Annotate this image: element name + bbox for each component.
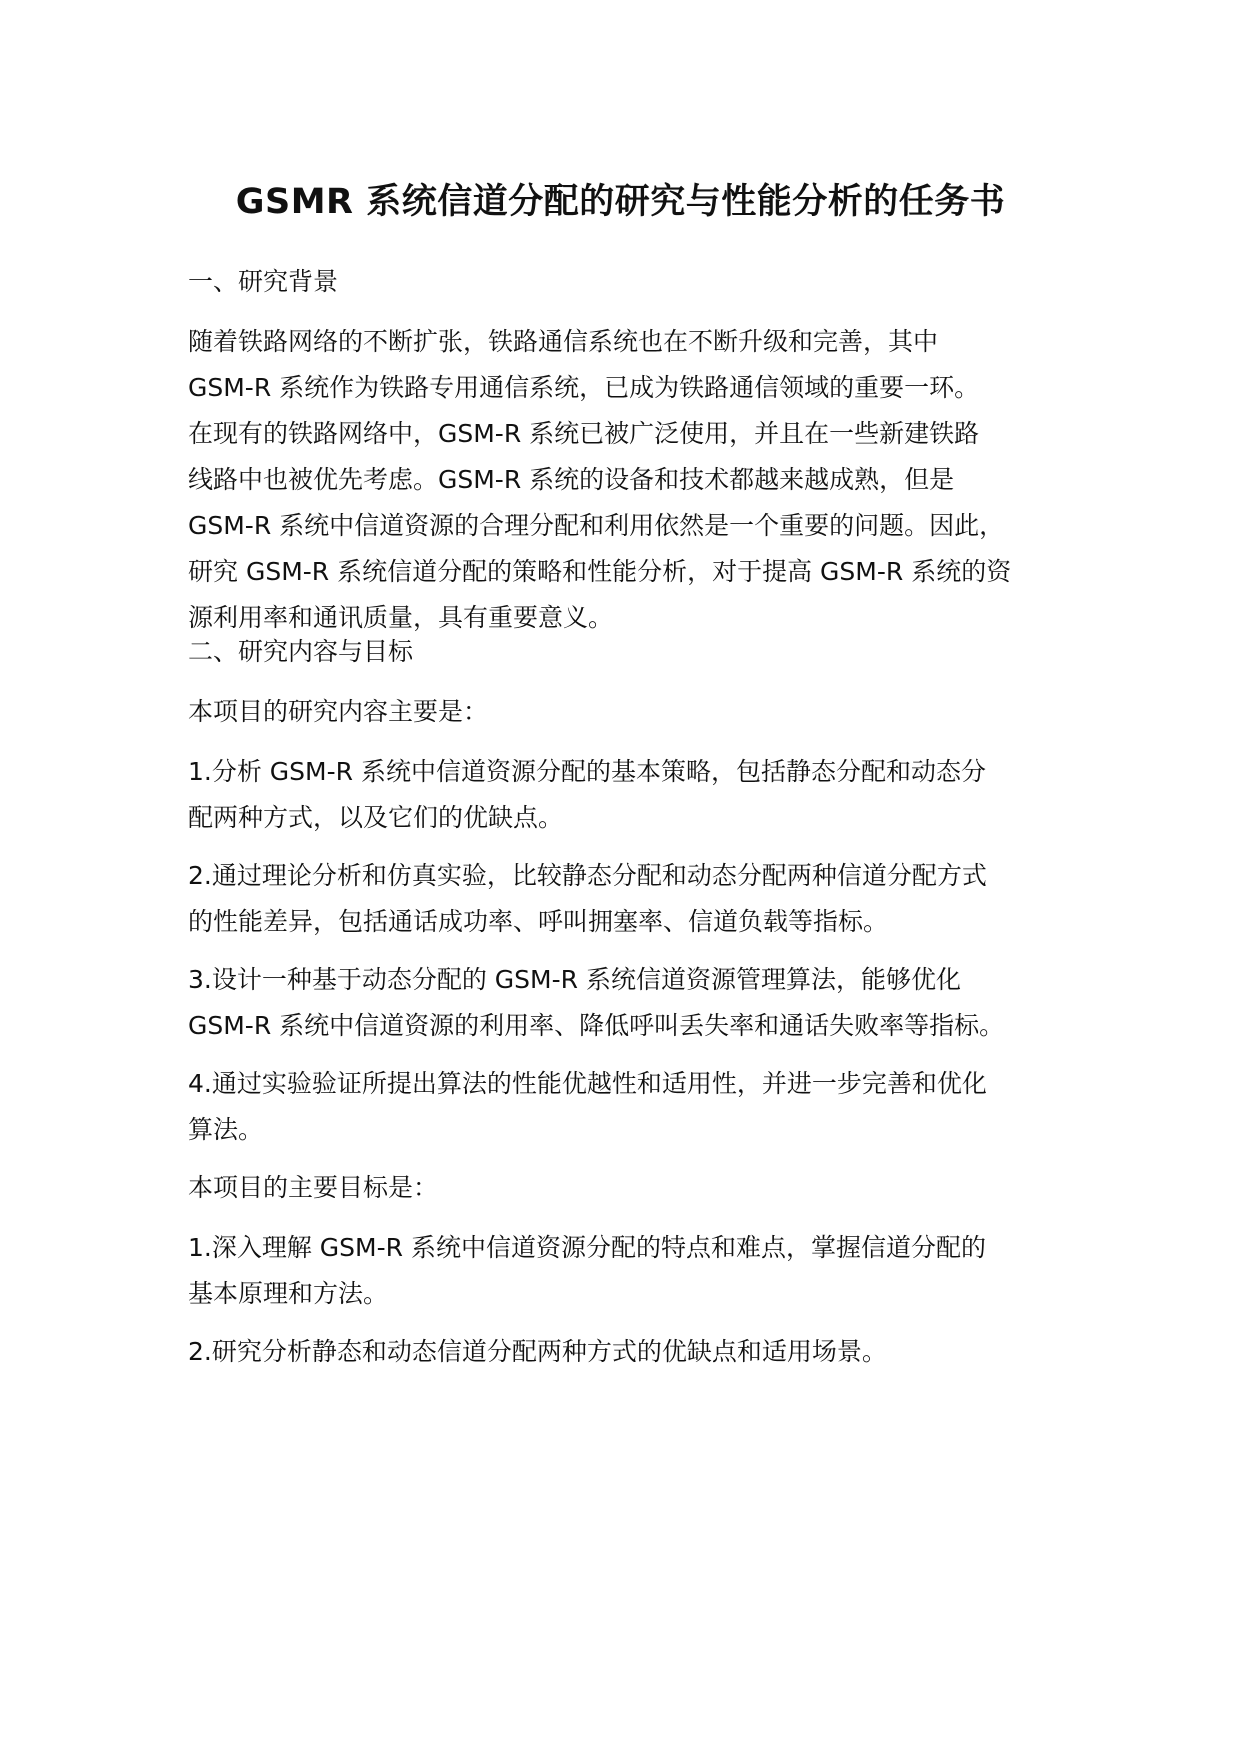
paragraph-line: 在现有的铁路网络中，GSM-R 系统已被广泛使用，并且在一些新建铁路: [188, 419, 980, 448]
list-item-line: 1.分析 GSM-R 系统中信道资源分配的基本策略，包括静态分配和动态分: [188, 757, 986, 786]
paragraph-line: 源利用率和通讯质量，具有重要意义。: [188, 603, 614, 632]
section-heading-content-goals: 二、研究内容与目标: [188, 637, 414, 666]
list-item-line: 2.研究分析静态和动态信道分配两种方式的优缺点和适用场景。: [188, 1337, 887, 1366]
goal-intro: 本项目的主要目标是：: [188, 1173, 439, 1202]
content-item-4: [188, 1061, 1088, 1153]
goal-item-1: [188, 1225, 1088, 1317]
list-item-line: 1.深入理解 GSM-R 系统中信道资源分配的特点和难点，掌握信道分配的: [188, 1233, 986, 1262]
goal-item-2: [188, 1329, 1088, 1375]
list-item-line: 的性能差异，包括通话成功率、呼叫拥塞率、信道负载等指标。: [188, 907, 889, 936]
content-intro: 本项目的研究内容主要是：: [188, 697, 489, 726]
paragraph-line: GSM-R 系统作为铁路专用通信系统，已成为铁路通信领域的重要一环。: [188, 373, 980, 402]
document-title: GSMR 系统信道分配的研究与性能分析的任务书: [235, 182, 1006, 222]
list-item-line: 算法。: [188, 1115, 264, 1144]
content-item-3: [188, 957, 1088, 1049]
list-item-line: 3.设计一种基于动态分配的 GSM-R 系统信道资源管理算法，能够优化: [188, 965, 961, 994]
content-item-1: [188, 749, 1088, 841]
paragraph-line: 研究 GSM-R 系统信道分配的策略和性能分析，对于提高 GSM-R 系统的资: [188, 557, 1012, 586]
paragraph-line: 随着铁路网络的不断扩张，铁路通信系统也在不断升级和完善，其中: [188, 327, 939, 356]
list-item-line: 配两种方式，以及它们的优缺点。: [188, 803, 564, 832]
content-item-2: [188, 853, 1088, 945]
background-paragraph: [188, 319, 1088, 641]
paragraph-line: 线路中也被优先考虑。GSM-R 系统的设备和技术都越来越成熟，但是: [188, 465, 955, 494]
list-item-line: 4.通过实验验证所提出算法的性能优越性和适用性，并进一步完善和优化: [188, 1069, 987, 1098]
paragraph-line: GSM-R 系统中信道资源的合理分配和利用依然是一个重要的问题。因此，: [188, 511, 1005, 540]
list-item-line: 2.通过理论分析和仿真实验，比较静态分配和动态分配两种信道分配方式: [188, 861, 987, 890]
section-heading-background: 一、研究背景: [188, 267, 339, 296]
list-item-line: GSM-R 系统中信道资源的利用率、降低呼叫丢失率和通话失败率等指标。: [188, 1011, 1005, 1040]
list-item-line: 基本原理和方法。: [188, 1279, 389, 1308]
